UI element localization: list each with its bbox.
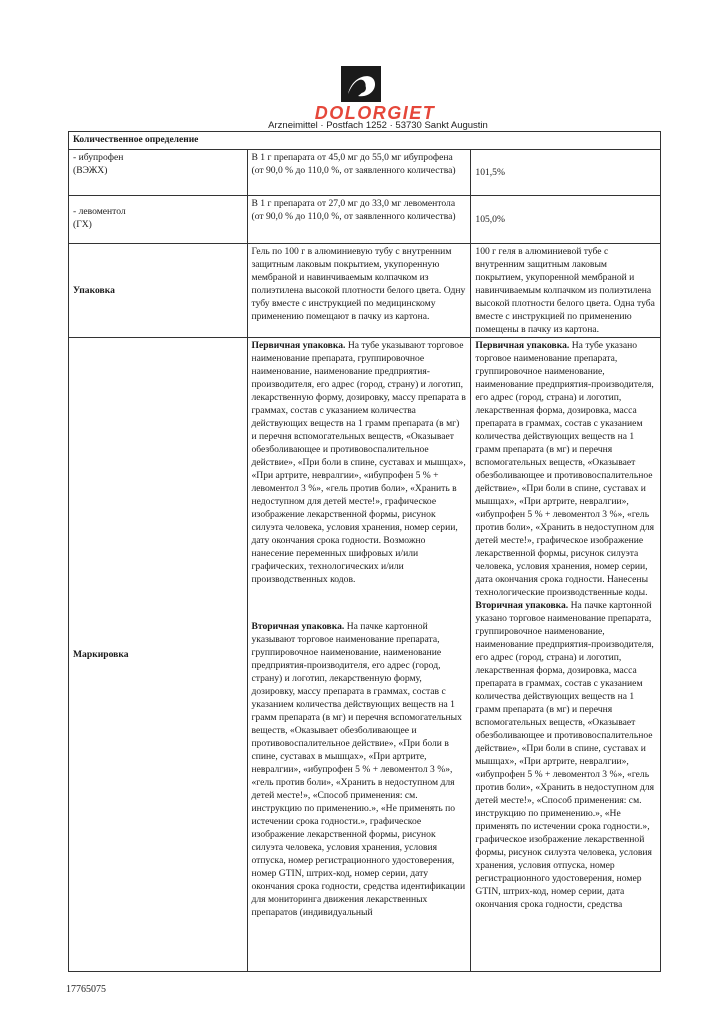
brand-name: DOLORGIET: [314, 103, 436, 123]
spec-primary-title: Первичная упаковка.: [251, 340, 346, 351]
spec-cell: [247, 244, 471, 338]
letterhead: [0, 0, 724, 132]
result-cell: [471, 196, 661, 244]
document-code: 17765075: [66, 984, 106, 995]
label-cell: [69, 150, 248, 196]
result-primary-text: На тубе указано торговое наименование препарата, группировочное наименование, наименование предприятия-производителя, его адрес (город, страна) и логотип, лекарственная форма, дозировка, масса препарата в граммах, состав с указанием количества действующих веществ на 1 грамм препарата (в мг) и перечня вспомогательных веществ, «Оказывает обезболивающее и противовоспалительное действие», «При боли в спине, суставах и мышцах», «При артрите, невралгии», «ибупрофен 5 % + левоментол 3 %», «гель против боли», «Хранить в недоступном для детей месте!», графическое изображение лекарственной формы, рисунок силуэта человека, условия хранения, номер серии, дата окончания срока годности. Нанесены технологические производственные коды.: [475, 340, 654, 598]
spec-secondary-text: На пачке картонной указывают торговое наименование препарата, группировочное наименование, наименование предприятия-производителя, его адрес (город, страну) и логотип, лекарственную форму, дозировку, массу препарата в граммах, состав с указанием количества действующих веществ на 1 грамм препарата (в мг) и перечня вспомогательных веществ, «Оказывает обезболивающее и противовоспалительное действие», «При боли в спине, суставах в мышцах», «При артрите, невралгии», «ибупрофен 5 % + левоментол 3 %», «гель против боли», «Хранить в недоступном для детей месте!», «Способ применения: см. инструкцию по применению.», «Не применять по истечении срока годности.», графическое изображение лекарственной формы, рисунок силуэта человека, условия хранения, условия отпуска, номер регистрационного удостоверения, номер GTIN, штрих-код, номер серии, дату окончания срока годности, средства идентификации для мониторинга движения лекарственных препаратов (индивидуальный: [251, 621, 466, 918]
company-address: Arzneimittel · Postfach 1252 · 53730 Sankt Augustin: [268, 120, 488, 131]
section-title-cell: [69, 132, 661, 150]
table-row: [69, 150, 661, 196]
specification-table: [68, 131, 661, 972]
ibuprofen-method: (ВЭЖХ): [73, 165, 108, 176]
marking-label: Маркировка: [73, 649, 129, 660]
table-row: [69, 196, 661, 244]
packaging-result: 100 г геля в алюминиевой тубе с внутренним защитным лаковым покрытием, укупоренной мембраной и навинчиваемым колпачком из полиэтилена высокой плотности белого цвета. Одна туба вместе с инструкцией по применению помещены в пачку из картона.: [475, 246, 655, 335]
spec-cell: [247, 196, 471, 244]
result-secondary-title: Вторичная упаковка.: [475, 600, 569, 611]
ibuprofen-spec: В 1 г препарата от 45,0 мг до 55,0 мг ибупрофена (от 90,0 % до 110,0 %, от заявленного количества): [251, 152, 456, 176]
levomenthol-result: 105,0%: [475, 214, 505, 225]
spec-primary-block: [252, 339, 467, 586]
label-cell: [69, 196, 248, 244]
packaging-spec: Гель по 100 г в алюминиевую тубу с внутренним защитным лаковым покрытием, укупоренную мембраной и навинчиваемым колпачком из полиэтилена высокой плотности белого цвета. Одну тубу вместе с инструкцией по медицинскому применению помещают в пачку из картона.: [251, 246, 466, 322]
table-row: [69, 244, 661, 338]
levomenthol-spec: В 1 г препарата от 27,0 мг до 33,0 мг левоментола (от 90,0 % до 110,0 %, от заявленного количества): [251, 198, 456, 222]
result-secondary-text: На пачке картонной указано торговое наименование препарата, группировочное наименование, наименование предприятия-производителя, его адрес (город, страна) и логотип, лекарственная форма, дозировка, масса препарата в граммах, состав с указанием количества действующих веществ на 1 грамм препарата (в мг) и перечня вспомогательных веществ, «Оказывает обезболивающее и противовоспалительное действие», «При боли в спине, суставах и мышцах», «При артрите, невралгии», «ибупрофен 5 % + левоментол 3 %», «гель против боли», «Хранить в недоступном для детей месте!», «Способ применения: см. инструкцию по применению.», «Не применять по истечении срока годности.», графическое изображение лекарственной формы, рисунок силуэта человека, условия хранения, условия отпуска, номер регистрационного удостоверения, номер GTIN, штрих-код, номер серии, дата окончания срока годности, средства: [475, 600, 654, 910]
packaging-label: Упаковка: [73, 285, 115, 296]
result-cell: [471, 244, 661, 338]
table-row: [69, 338, 661, 972]
spec-cell: [247, 338, 471, 972]
dolorgiet-logo-icon: [340, 66, 382, 102]
levomenthol-label: - левоментол: [73, 206, 126, 217]
table-row: [69, 132, 661, 150]
spec-cell: [247, 150, 471, 196]
ibuprofen-result: 101,5%: [475, 167, 505, 178]
section-title: Количественное определение: [73, 135, 199, 145]
spec-primary-text: На тубе указывают торговое наименование препарата, группировочное наименование, наименование предприятия-производителя, его адрес (город, страну) и логотип, лекарственную форму, дозировку, массу препарата в граммах, состав с указанием количества действующих веществ на 1 грамм препарата (в мг) и перечня вспомогательных веществ, «Оказывает обезболивающее и противовоспалительное действие», «При боли в спине, суставах и мышцах», «При артрите, невралгии», «ибупрофен 5 % + левоментол 3 %», «гель против боли», «Хранить в недоступном для детей месте!», графическое изображение лекарственной формы, рисунок силуэта человека, условия хранения, номер серии, дату окончания срока годности. Возможно нанесение переменных шифровых и/или графических, технологических и/или производственных кодов.: [251, 340, 466, 585]
result-secondary-block: [475, 599, 656, 911]
result-primary-block: [475, 339, 656, 599]
result-primary-title: Первичная упаковка.: [475, 340, 570, 351]
label-cell: [69, 244, 248, 338]
label-cell: [69, 338, 248, 972]
spec-secondary-title: Вторичная упаковка.: [251, 621, 345, 632]
result-cell: [471, 150, 661, 196]
result-cell: [471, 338, 661, 972]
ibuprofen-label: - ибупрофен: [73, 152, 124, 163]
spec-secondary-block: [252, 620, 467, 919]
levomenthol-method: (ГХ): [73, 219, 92, 230]
